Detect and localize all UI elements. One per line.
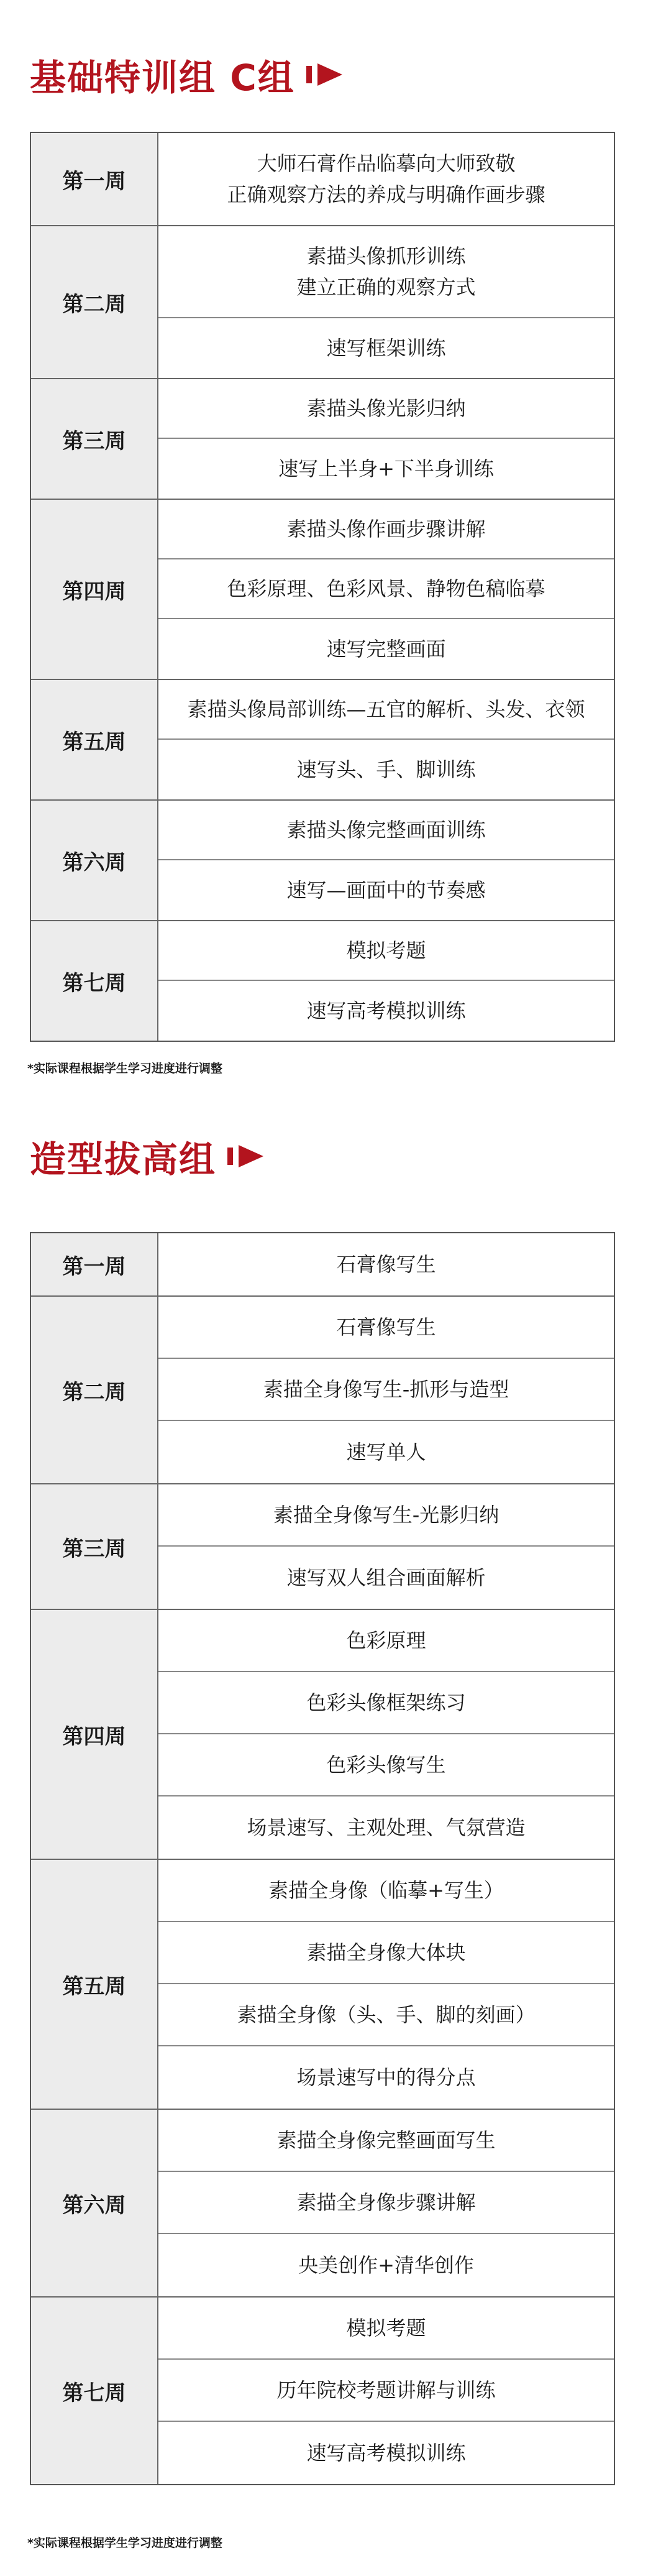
topic-text: 素描全身像大体块: [306, 1941, 466, 1964]
topic-text: 正确观察方法的养成与明确作画步骤: [227, 183, 545, 206]
week-label: 第一周: [31, 133, 158, 225]
week-row: [31, 680, 614, 801]
week-topics: [158, 1610, 614, 1859]
week-label: 第二周: [31, 1297, 158, 1483]
topic-text: 素描头像光影归纳: [306, 397, 466, 420]
week-row: [31, 1484, 614, 1610]
topic-cell: [158, 1610, 614, 1672]
week-label: 第三周: [31, 379, 158, 499]
topic-text: 素描全身像完整画面写生: [276, 2128, 496, 2152]
week-label: 第七周: [31, 2298, 158, 2484]
week-row: [31, 500, 614, 680]
topic-cell: [158, 318, 614, 378]
week-row: [31, 2110, 614, 2298]
topic-cell: [158, 379, 614, 439]
week-topics: [158, 226, 614, 378]
topic-text: 速写双人组合画面解析: [286, 1566, 486, 1589]
topic-cell: [158, 801, 614, 860]
week-label: 第二周: [31, 226, 158, 378]
week-topics: [158, 680, 614, 799]
topic-text: 速写—画面中的节奏感: [286, 878, 486, 902]
week-topics: [158, 801, 614, 920]
topic-cell: [158, 2360, 614, 2422]
topic-text: 素描全身像（头、手、脚的刻画）: [237, 2003, 536, 2026]
topic-text: 素描全身像写生-抓形与造型: [263, 1378, 509, 1401]
topic-cell: [158, 559, 614, 619]
topic-text: 素描头像局部训练—五官的解析、头发、衣领: [187, 697, 585, 721]
week-topics: [158, 1860, 614, 2109]
topic-cell: [158, 500, 614, 559]
topic-text: 素描全身像（临摹+写生）: [268, 1879, 504, 1902]
week-topics: [158, 2110, 614, 2296]
topic-cell: [158, 680, 614, 740]
section-title-group-c: [30, 48, 344, 101]
topic-cell: [158, 1796, 614, 1859]
topic-cell: [158, 740, 614, 799]
topic-cell: [158, 1672, 614, 1734]
topic-text: 素描头像作画步骤讲解: [286, 517, 486, 541]
play-arrow-icon: [306, 62, 344, 87]
topic-text: 色彩头像框架练习: [306, 1691, 466, 1714]
week-topics: [158, 1297, 614, 1483]
topic-cell: [158, 921, 614, 981]
topic-text: 建立正确的观察方式: [296, 275, 476, 299]
section-title-text: 造型拔高组: [30, 1138, 217, 1180]
topic-text: 色彩原理: [346, 1629, 426, 1652]
topic-text: 速写高考模拟训练: [306, 999, 466, 1023]
week-label: 第五周: [31, 680, 158, 799]
week-topics: [158, 379, 614, 499]
week-label: 第四周: [31, 1610, 158, 1859]
topic-cell: [158, 439, 614, 499]
topic-text: 素描全身像步骤讲解: [296, 2191, 476, 2214]
topic-text: 速写高考模拟训练: [306, 2441, 466, 2465]
topic-cell: [158, 2298, 614, 2360]
topic-cell: [158, 1984, 614, 2046]
week-label: 第七周: [31, 921, 158, 1041]
week-row: [31, 2298, 614, 2484]
week-label: 第五周: [31, 1860, 158, 2109]
week-row: [31, 801, 614, 921]
topic-cell: [158, 619, 614, 679]
topic-cell: [158, 226, 614, 318]
week-row: [31, 1297, 614, 1484]
topic-cell: [158, 1547, 614, 1609]
adjustment-note: *实际课程根据学生学习进度进行调整: [27, 1062, 222, 1075]
week-label: 第四周: [31, 500, 158, 679]
topic-text: 速写完整画面: [326, 637, 446, 661]
week-label: 第六周: [31, 801, 158, 920]
topic-text: 大师石膏作品临摹向大师致敬: [257, 152, 516, 175]
topic-text: 场景速写、主观处理、气氛营造: [247, 1816, 526, 1839]
week-topics: [158, 500, 614, 679]
week-topics: [158, 133, 614, 225]
week-label: 第六周: [31, 2110, 158, 2296]
section-title-group-model: [30, 1130, 265, 1182]
topic-cell: [158, 2234, 614, 2296]
section-title-text: 基础特训组 C组: [30, 57, 295, 99]
topic-text: 速写头、手、脚训练: [296, 758, 476, 781]
topic-text: 素描全身像写生-光影归纳: [273, 1503, 500, 1527]
topic-text: 速写上半身+下半身训练: [278, 457, 494, 481]
topic-text: 央美创作+清华创作: [298, 2253, 474, 2277]
week-row: [31, 1610, 614, 1860]
week-topics: [158, 921, 614, 1041]
week-label: 第三周: [31, 1484, 158, 1609]
topic-cell: [158, 1734, 614, 1796]
topic-text: 石膏像写生: [336, 1253, 436, 1276]
week-label: 第一周: [31, 1233, 158, 1295]
schedule-table-group-c: [30, 132, 615, 1042]
topic-text: 场景速写中的得分点: [296, 2066, 476, 2089]
topic-cell: [158, 2110, 614, 2172]
topic-text: 模拟考题: [346, 2316, 426, 2340]
week-row: [31, 226, 614, 379]
week-row: [31, 921, 614, 1041]
topic-text: 速写框架训练: [326, 336, 446, 360]
topic-cell: [158, 2422, 614, 2484]
topic-text: 色彩头像写生: [326, 1753, 446, 1777]
topic-cell: [158, 2172, 614, 2234]
week-topics: [158, 1484, 614, 1609]
topic-cell: [158, 860, 614, 920]
topic-cell: [158, 981, 614, 1041]
topic-text: 色彩原理、色彩风景、静物色稿临摹: [227, 577, 545, 600]
schedule-table-group-model: [30, 1232, 615, 2485]
topic-cell: [158, 1297, 614, 1359]
topic-text: 石膏像写生: [336, 1315, 436, 1339]
topic-cell: [158, 1359, 614, 1421]
topic-cell: [158, 1860, 614, 1922]
week-row: [31, 133, 614, 226]
adjustment-note: *实际课程根据学生学习进度进行调整: [27, 2536, 222, 2550]
week-row: [31, 1233, 614, 1297]
topic-cell: [158, 2046, 614, 2109]
topic-cell: [158, 1922, 614, 1984]
week-row: [31, 1860, 614, 2110]
play-arrow-icon: [227, 1144, 265, 1169]
topic-cell: [158, 1421, 614, 1483]
topic-text: 速写单人: [346, 1440, 426, 1464]
topic-text: 历年院校考题讲解与训练: [276, 2378, 496, 2402]
topic-cell: [158, 1233, 614, 1295]
topic-text: 模拟考题: [346, 939, 426, 962]
topic-cell: [158, 133, 614, 225]
week-row: [31, 379, 614, 500]
week-topics: [158, 2298, 614, 2484]
topic-text: 素描头像完整画面训练: [286, 818, 486, 842]
week-topics: [158, 1233, 614, 1295]
topic-text: 素描头像抓形训练: [306, 244, 466, 268]
topic-cell: [158, 1484, 614, 1547]
